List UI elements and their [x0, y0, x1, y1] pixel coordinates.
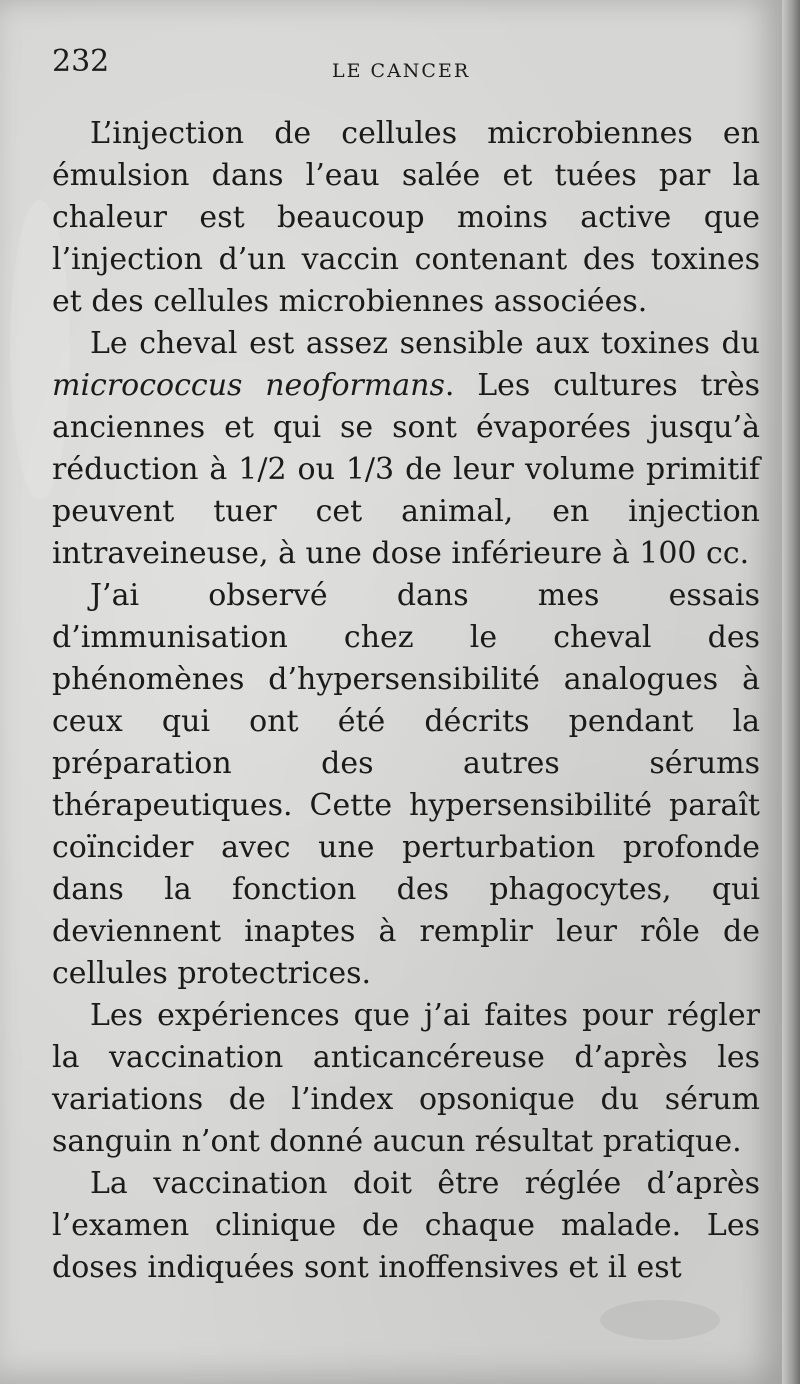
paragraph: La vaccination doit être réglée d’après l’examen clinique de chaque malade. Les doses indiquées sont inoffensives et il est [52, 1166, 760, 1285]
paragraph-text: Le cheval est assez sensible aux toxines du [90, 326, 760, 361]
body-text [52, 113, 760, 1289]
paragraph [52, 323, 760, 575]
page-number: 232 [52, 44, 110, 79]
species-name: micrococcus neoformans [52, 368, 445, 403]
running-head: LE CANCER [332, 60, 471, 82]
paragraph: Les expériences que j’ai faites pour régler la vaccination anticancéreuse d’après les variations de l’index opsonique du sérum sanguin n’ont donné aucun résultat pratique. [52, 998, 760, 1159]
page-header [52, 44, 742, 88]
page-edge-shadow [782, 0, 800, 1384]
paragraph-text: . Les cultures très anciennes et qui se sont évaporées jusqu’à réduction à 1/2 ou 1/3 de leur volume primitif peuvent tuer cet animal, en injection intraveineuse, à une dose inférieure à 100 cc. [52, 368, 760, 571]
paragraph: J’ai observé dans mes essais d’immunisation chez le cheval des phénomènes d’hypersensibilité analogues à ceux qui ont été décrits pendant la préparation des autres sérums thérapeutiques. Cette hypersensibilité paraît coïncider avec une perturbation profonde dans la fonction des phagocytes, qui deviennent inaptes à remplir leur rôle de cellules protectrices. [52, 578, 760, 991]
paragraph: L’injection de cellules microbiennes en émulsion dans l’eau salée et tuées par la chaleur est beaucoup moins active que l’injection d’un vaccin contenant des toxines et des cellules microbiennes associées. [52, 116, 760, 319]
paper-stain [600, 1300, 720, 1340]
